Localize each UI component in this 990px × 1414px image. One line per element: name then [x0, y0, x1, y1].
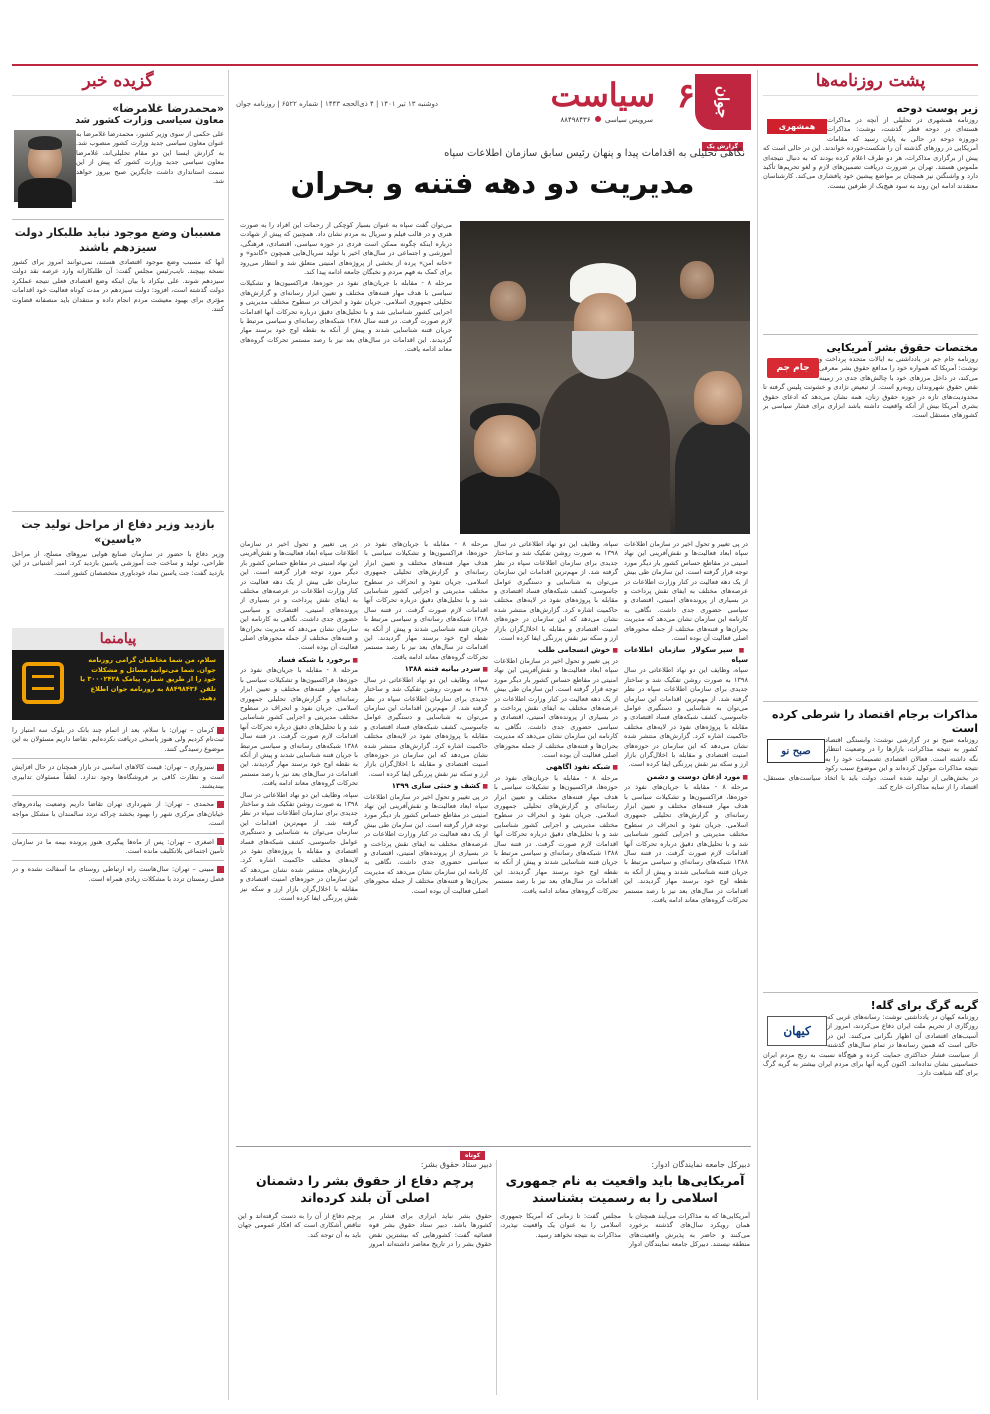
main-col2-text-d: سپاه، وظایف این دو نهاد اطلاعاتی در سال ۱۳۹۸ به صورت روشن تفکیک شد و ساختار جدیدی برای سازمان اطلاعات سپاه در نظر گرفته شد. از مهم‌ترین اقدامات این سازمان می‌توان به شناسایی و دستگیری عوامل جاسوسی، کشف شبکه‌های فساد اقتصادی و مقابله با پروژه‌های نفوذ در لایه‌های مختلف حاکمیت اشاره کرد. گزارش‌های منتشر شده نشان می‌دهد که این سازمان در حوزه‌های امنیت اقتصادی و مقابله با اخلال‌گران بازار ارز و سکه نیز نقش پررنگی ایفا کرده است.: [240, 790, 358, 903]
message-divider-1: [12, 758, 224, 759]
reader-message-4-text: اصغری – تهران: پس از ماه‌ها پیگیری هنوز پرونده بیمه ما در سازمان تأمین اجتماعی بلاتکلیف مانده است.: [12, 837, 224, 856]
main-subhead-6: ■ کشف و خنثی سازی ۱۳۹۹: [364, 782, 488, 791]
main-col3-text-d: در پی تغییر و تحول اخیر در سازمان اطلاعات سپاه ابعاد فعالیت‌ها و نقش‌آفرینی این نهاد امنیتی در مقاطع حساس کشور بار دیگر مورد توجه قرار گرفته است. این سازمان طی بیش از یک دهه فعالیت در کنار وزارت اطلاعات در عرصه‌های مختلف به ایفای نقش پرداخت و در بسیاری از پرونده‌های امنیتی، اقتصادی و سیاسی حضوری جدی داشت. نگاهی به کارنامه این سازمان نشان می‌دهد که مدیریت بحران‌ها و فتنه‌های مختلف از جمله محورهای اصلی فعالیت آن بوده است.: [240, 540, 358, 652]
right-item-3: [763, 708, 978, 986]
right-item-4-source: کیهان: [783, 1024, 811, 1038]
message-bullet-icon: [217, 801, 224, 808]
page-number: ۶: [676, 76, 695, 116]
bottom-separator: [496, 1160, 497, 1395]
right-column-title-text: پشت روزنامه‌ها: [815, 71, 926, 91]
message-bullet-icon: [217, 727, 224, 734]
issue-line: دوشنبه ۱۳ تیر ۱۴۰۱ | ۴ ذی‌الحجه ۱۴۴۳ | شماره ۶۵۲۲ | روزنامه جوان: [236, 100, 439, 108]
main-col1-upper: مرحله ۸ - مقابله با جریان‌های نفوذ در حوزه‌ها، فراکسیون‌ها و تشکیلات سیاسی با هدف مهار فتنه‌های مختلف و تعیین ابزار رسانه‌ای و گزارش‌های تحلیلی جمهوری اسلامی. جریان نفوذ و انحراف در سطوح مختلف مدیریتی و اجرایی کشور شناسایی شد و با تحلیل‌های دقیق درباره تحرکات آنها اقدامات لازم صورت گرفت. در فتنه سال ۱۳۸۸ شبکه‌های رسانه‌ای و سیاسی مرتبط با جریان فتنه شناسایی شدند و پیش از آنکه به نقطه اوج خود برسند مهار گردیدند. این اقدامات در سال‌های بعد نیز با رصد مستمر تحرکات گروه‌های معاند ادامه یافت.: [240, 279, 452, 354]
reader-message-1: [12, 726, 224, 754]
photo-man-left-face: [474, 415, 536, 477]
right-item-1-logo: [767, 119, 827, 134]
bottom-story-2: [238, 1160, 492, 1400]
photo-man-right-suit: [675, 421, 750, 534]
phone-icon: [595, 116, 601, 122]
left-divider-1: [12, 219, 224, 220]
main-col3-text-b: در پی تغییر و تحول اخیر در سازمان اطلاعات سپاه ابعاد فعالیت‌ها و نقش‌آفرینی این نهاد امنیتی در مقاطع حساس کشور بار دیگر مورد توجه قرار گرفته است. این سازمان طی بیش از یک دهه فعالیت در کنار وزارت اطلاعات در عرصه‌های مختلف به ایفای نقش پرداخت و در بسیاری از پرونده‌های امنیتی، اقتصادی و سیاسی حضوری جدی داشت. نگاهی به کارنامه این سازمان نشان می‌دهد که مدیریت بحران‌ها و فتنه‌های مختلف از جمله محورهای اصلی فعالیت آن بوده است.: [494, 656, 618, 759]
bottom-story-1-body: آمریکایی‌ها که به مذاکرات می‌آیند همچنان با همان رویکرد سال‌های گذشته برخورد می‌کنند و حاضر به پذیرش واقعیت‌های منطقه نیستند. دبیرکل جامعه نمایندگان ادوار مجلس گفت: تا زمانی که آمریکا جمهوری اسلامی را به عنوان یک واقعیت نپذیرد، مذاکرات به نتیجه نخواهد رسید.: [500, 1212, 750, 1249]
bottom-story-1-kicker: دبیرکل جامعه نمایندگان ادوار:: [651, 1160, 750, 1169]
right-column: [763, 66, 978, 1396]
main-lead-column: [240, 221, 452, 534]
main-col1-text-a: مرحله ۸ - مقابله با جریان‌های نفوذ در حوزه‌ها، فراکسیون‌ها و تشکیلات سیاسی با هدف مهار فتنه‌های مختلف و تعیین ابزار رسانه‌ای و گزارش‌های تحلیلی جمهوری اسلامی. جریان نفوذ و انحراف در سطوح مختلف مدیریتی و اجرایی کشور شناسایی شد و با تحلیل‌های دقیق درباره تحرکات آنها اقدامات لازم صورت گرفت. در فتنه سال ۱۳۸۸ شبکه‌های رسانه‌ای و سیاسی مرتبط با جریان فتنه شناسایی شدند و پیش از آنکه به نقطه اوج خود برسند مهار گردیدند. این اقدامات در سال‌های بعد نیز با رصد مستمر تحرکات گروه‌های معاند ادامه یافت.: [624, 783, 748, 905]
left-quote-title: «محمدرضا غلامرضا»: [112, 102, 224, 115]
left-column-title: [12, 66, 224, 96]
reader-messages: [12, 726, 224, 884]
left-divider-2: [12, 511, 224, 512]
message-bullet-icon: [217, 838, 224, 845]
bottom-story-1: [500, 1160, 750, 1400]
bottom-divider: [236, 1146, 751, 1147]
message-divider-3: [12, 833, 224, 834]
payamnama-title: پیامنما: [99, 631, 137, 647]
photo-man-left-suit: [460, 471, 560, 534]
right-item-2-logo: [767, 358, 819, 378]
right-item-3-logo: [767, 739, 825, 763]
reader-message-5-text: مبینی – تهران: سال‌هاست راه ارتباطی روستای ما آسفالت نشده و در فصل زمستان تردد با مشکلات زیادی همراه است.: [12, 865, 224, 883]
right-item-2-body: روزنامه جام جم در یادداشتی به ایالات متحده پرداخت و نوشت: آمریکا که همواره خود را مدافع حقوق بشر معرفی می‌کند، در داخل مرزهای خود با چالش‌های جدی در زمینه نقض حقوق شهروندان روبه‌رو است. از تبعیض نژادی و خشونت پلیس گرفته تا محدودیت‌های تازه در حوزه حقوق زنان، همه نشان می‌دهد که ادعای حقوق بشری آمریکا بیش از آنکه واقعیت داشته باشد ابزاری برای فشار سیاسی بر کشورهای مستقل است.: [763, 355, 978, 420]
right-item-2: [763, 341, 978, 695]
reader-message-3: [12, 800, 224, 828]
left-item-3-title: بازدید وزیر دفاع از مراحل تولید جت «یاسین»: [21, 518, 215, 546]
bottom-story-1-headline: آمریکایی‌ها باید واقعیت به نام جمهوری اسلامی را به رسمیت بشناسند: [505, 1173, 745, 1205]
right-item-4-logo: [767, 1016, 827, 1046]
right-item-1-title: زیر پوست دوحه: [896, 103, 978, 115]
photo-man-right-face: [694, 371, 742, 425]
service-phone: ۸۸۴۹۸۴۳۶: [560, 116, 591, 124]
right-divider-3: [763, 992, 978, 993]
payamnama-message-icon: [22, 662, 64, 704]
main-headline: مدیریت دو دهه فتنه و بحران: [290, 166, 695, 200]
left-quote-sub: معاون سیاسی وزارت کشور شد: [75, 115, 224, 126]
message-bullet-icon: [217, 866, 224, 873]
photo-figure-beard: [572, 331, 634, 379]
bottom-story-2-headline: پرچم دفاع از حقوق بشر را دشمنان اصلی آن بلند کرده‌اند: [256, 1173, 474, 1205]
main-subhead-5: ■ سردر بیانیه فتنه ۱۳۸۸: [364, 665, 488, 674]
right-column-title: [763, 66, 978, 96]
masthead-logo: [695, 74, 751, 130]
main-photo: [460, 221, 750, 534]
main-col1-text-d: مرحله ۸ - مقابله با جریان‌های نفوذ در حوزه‌ها، فراکسیون‌ها و تشکیلات سیاسی با هدف مهار فتنه‌های مختلف و تعیین ابزار رسانه‌ای و گزارش‌های تحلیلی جمهوری اسلامی. جریان نفوذ و انحراف در سطوح مختلف مدیریتی و اجرایی کشور شناسایی شد و با تحلیل‌های دقیق درباره تحرکات آنها اقدامات لازم صورت گرفت. در فتنه سال ۱۳۸۸ شبکه‌های رسانه‌ای و سیاسی مرتبط با جریان فتنه شناسایی شدند و پیش از آنکه به نقطه اوج خود برسند مهار گردیدند. این اقدامات در سال‌های بعد نیز با رصد مستمر تحرکات گروه‌های معاند ادامه یافت.: [240, 666, 358, 788]
main-kicker: نگاهی تحلیلی به اقدامات پیدا و پنهان رئیس سابق سازمان اطلاعات سپاه: [444, 148, 745, 159]
message-divider-2: [12, 795, 224, 796]
main-subhead-1: ■ سپر سکولار سازمان اطلاعات سپاه: [624, 646, 748, 665]
reader-message-3-text: محمدی – تهران: از شهرداری تهران تقاضا داریم وضعیت پیاده‌روهای خیابان‌های مرکزی شهر را بهبود بخشد چراکه تردد سالمندان با مشکل مواجه است.: [12, 800, 224, 828]
short-news-tag-label: کوتاه: [460, 1151, 485, 1160]
reader-message-2-text: سبزواری – تهران: قیمت کالاهای اساسی در بازار همچنان در حال افزایش است و نظارت کافی بر فروشگاه‌ها وجود ندارد. لطفاً مسئولان تدابیری بیندیشند.: [12, 763, 224, 791]
payamnama-box: [12, 650, 224, 720]
right-item-1-body: روزنامه همشهری در تحلیلی از آنچه در مذاکرات هسته‌ای در دوحه قطر گذشت، نوشت: مذاکرات دوروزه دوحه در حالی به پایان رسید که مقامات آمریکایی در روزهای گذشته آن را شکست‌خورده خواندند. این در حالی است که پیش از برگزاری مذاکرات، هر دو طرف اعلام کرده بودند که به دنبال نتیجه‌ای ملموس هستند. تهران بر ضرورت دریافت تضمین‌های لازم و لغو تحریم‌ها تأکید دارد و واشنگتن نیز همچنان بر مواضع پیشین خود پافشاری می‌کند. کارشناسان معتقدند ادامه این روند به سود هیچ‌یک از طرفین نیست.: [763, 116, 978, 190]
main-text-col-b: [494, 540, 618, 1140]
left-column: [12, 66, 224, 1396]
separator-right: [757, 70, 758, 1400]
main-subhead-4: ■ شبکه نفوذ اگاههی: [494, 763, 618, 772]
main-text-col-c: [364, 540, 488, 1140]
reader-message-1-text: کرمان – تهران: با سلام، بعد از اتمام چند بانک در بلوک سه امتیاز را ثبت‌نام کردیم ولی هنوز پاسخی دریافت نکرده‌ایم. تقاضا داریم مسئولان به این موضوع رسیدگی کنند.: [12, 726, 224, 753]
left-item-2-title: مسببان وضع موجود نباید طلبکار دولت سیزدهم باشند: [14, 226, 222, 254]
right-item-3-source: صبح نو: [781, 745, 811, 757]
main-col3-text-c: در پی تغییر و تحول اخیر در سازمان اطلاعات سپاه ابعاد فعالیت‌ها و نقش‌آفرینی این نهاد امنیتی در مقاطع حساس کشور بار دیگر مورد توجه قرار گرفته است. این سازمان طی بیش از یک دهه فعالیت در کنار وزارت اطلاعات در عرصه‌های مختلف به ایفای نقش پرداخت و در بسیاری از پرونده‌های امنیتی، اقتصادی و سیاسی حضوری جدی داشت. نگاهی به کارنامه این سازمان نشان می‌دهد که مدیریت بحران‌ها و فتنه‌های مختلف از جمله محورهای اصلی فعالیت آن بوده است.: [364, 792, 488, 895]
right-item-4-title: گریه گرگ برای گله!: [870, 999, 978, 1012]
photo-man-back-2: [680, 261, 714, 299]
main-lead-text: می‌توان گفت سپاه به عنوان بسیار کوچکی از رحمات این افراد را به صورت هنری و در قالب فیلم و سریال به مردم نشان داد. همچنین که پیش از شهادت درباره اینکه چگونه ممکن است فردی در حوزه سیاسی، اقتصادی، فرهنگی، آموزشی و اجتماعی در سال‌های اخیر با تولید سریال‌هایی همچون «گاندو» و «خانه امن» پرده از بخشی از پروژه‌های امنیتی متعلق شد و انتظار می‌رود برای کمک به فهم مردم و نخبگان جامعه ادامه پیدا کند.: [240, 221, 452, 277]
main-col2-text-c: سپاه، وظایف این دو نهاد اطلاعاتی در سال ۱۳۹۸ به صورت روشن تفکیک شد و ساختار جدیدی برای سازمان اطلاعات سپاه در نظر گرفته شد. از مهم‌ترین اقدامات این سازمان می‌توان به شناسایی و دستگیری عوامل جاسوسی، کشف شبکه‌های فساد اقتصادی و مقابله با پروژه‌های نفوذ در لایه‌های مختلف حاکمیت اشاره کرد. گزارش‌های منتشر شده نشان می‌دهد که این سازمان در حوزه‌های امنیت اقتصادی و مقابله با اخلال‌گران بازار ارز و سکه نیز نقش پررنگی ایفا کرده است.: [364, 675, 488, 778]
reader-message-4: [12, 838, 224, 857]
right-item-1-source: همشهری: [778, 122, 816, 131]
left-column-title-text: گزیده خبر: [82, 71, 154, 91]
masthead-logo-text: جوان: [714, 85, 732, 119]
right-item-3-title: مذاکرات برجام اقتصاد را شرطی کرده است: [772, 708, 978, 735]
main-col1-text-c: مرحله ۸ - مقابله با جریان‌های نفوذ در حوزه‌ها، فراکسیون‌ها و تشکیلات سیاسی با هدف مهار فتنه‌های مختلف و تعیین ابزار رسانه‌ای و گزارش‌های تحلیلی جمهوری اسلامی. جریان نفوذ و انحراف در سطوح مختلف مدیریتی و اجرایی کشور شناسایی شد و با تحلیل‌های دقیق درباره تحرکات آنها اقدامات لازم صورت گرفت. در فتنه سال ۱۳۸۸ شبکه‌های رسانه‌ای و سیاسی مرتبط با جریان فتنه شناسایی شدند و پیش از آنکه به نقطه اوج خود برسند مهار گردیدند. این اقدامات در سال‌های بعد نیز با رصد مستمر تحرکات گروه‌های معاند ادامه یافت.: [364, 540, 488, 661]
main-subhead-3: ■ خوش انسجامی طلب: [494, 646, 618, 655]
service-label: سرویس سیاسی: [604, 116, 653, 124]
main-col1-text-b: مرحله ۸ - مقابله با جریان‌های نفوذ در حوزه‌ها، فراکسیون‌ها و تشکیلات سیاسی با هدف مهار فتنه‌های مختلف و تعیین ابزار رسانه‌ای و گزارش‌های تحلیلی جمهوری اسلامی. جریان نفوذ و انحراف در سطوح مختلف مدیریتی و اجرایی کشور شناسایی شد و با تحلیل‌های دقیق درباره تحرکات آنها اقدامات لازم صورت گرفت. در فتنه سال ۱۳۸۸ شبکه‌های رسانه‌ای و سیاسی مرتبط با جریان فتنه شناسایی شدند و پیش از آنکه به نقطه اوج خود برسند مهار گردیدند. این اقدامات در سال‌های بعد نیز با رصد مستمر تحرکات گروه‌های معاند ادامه یافت.: [494, 773, 618, 895]
message-bullet-icon: [217, 764, 224, 771]
right-divider-2: [763, 701, 978, 702]
left-quote-body: علی حکمی از سوی وزیر کشور، محمدرضا غلامرضا به عنوان معاون سیاسی جدید وزارت کشور منصوب شد. به گزارش ایسنا این دو مقام تحلیلی‌اند، غلامرضا معاون سیاسی جدید وزارت کشور که پیش از این سمت استانداری داشت جایگزین صبح بیروز خواهد شد.: [76, 130, 224, 186]
payamnama-text: سلام، من شما مخاطبان گرامی روزنامه جوان. شما می‌توانید مسائل و مشکلات خود را از طریق شماره پیامک ۳۰۰۰۲۴۲۸ یا تلفن ۸۸۴۹۸۴۳۶ به روزنامه جوان اطلاع دهید.: [80, 656, 216, 702]
main-subhead-2: ■ مورد اذعان دوست و دشمن: [624, 773, 748, 782]
main-col2-text-a: سپاه، وظایف این دو نهاد اطلاعاتی در سال ۱۳۹۸ به صورت روشن تفکیک شد و ساختار جدیدی برای سازمان اطلاعات سپاه در نظر گرفته شد. از مهم‌ترین اقدامات این سازمان می‌توان به شناسایی و دستگیری عوامل جاسوسی، کشف شبکه‌های فساد اقتصادی و مقابله با پروژه‌های نفوذ در لایه‌های مختلف حاکمیت اشاره کرد. گزارش‌های منتشر شده نشان می‌دهد که این سازمان در حوزه‌های امنیت اقتصادی و مقابله با اخلال‌گران بازار ارز و سکه نیز نقش پررنگی ایفا کرده است.: [624, 666, 748, 769]
reader-message-2: [12, 763, 224, 791]
right-item-4-body: روزنامه کیهان در یادداشتی نوشت: رسانه‌های غربی که روزگاری از تحریم ملت ایران دفاع می‌کردند، امروز از آسیب‌های اقتصادی آن اظهار نگرانی می‌کنند. این در حالی است که همین رسانه‌ها در تمام سال‌های گذشته از سیاست فشار حداکثری حمایت کرده و هیچ‌گاه نسبت به رنج مردم ایران حساسیتی نشان نداده‌اند. اکنون گریه آنها برای مردم ایران بیشتر به گریه گرگ برای گله شباهت دارد.: [763, 1013, 978, 1078]
left-portrait: [14, 130, 76, 202]
right-item-4: [763, 999, 978, 1353]
portrait-suit: [18, 178, 72, 208]
left-item-3-body: وزیر دفاع با حضور در سازمان صنایع هوایی نیروهای مسلح، از مراحل طراحی، تولید و ساخت جت آموزشی یاسین بازدید کرد. امیر آشتیانی در این بازدید گفت: جت یاسین نماد خودباوری متخصصان کشور است.: [12, 550, 224, 577]
bottom-story-2-kicker: دبیر ستاد حقوق بشر:: [420, 1160, 492, 1169]
right-item-2-source: جام جم: [776, 363, 810, 373]
section-title: سیاست: [550, 76, 655, 114]
payamnama-header: [12, 628, 224, 650]
message-divider-4: [12, 860, 224, 861]
separator-left: [228, 70, 229, 1400]
right-divider-1: [763, 334, 978, 335]
report-tag-label: گزارش یک: [702, 142, 744, 151]
right-item-3-body: روزنامه صبح نو در گزارشی نوشت: وابستگی اقتصاد کشور به نتیجه مذاکرات، بازارها را در وضعیت انتظار نگه داشته است. فعالان اقتصادی تصمیمات خود را به نتیجه مذاکرات موکول کرده‌اند و این موضوع سبب رکود در بخش‌هایی از تولید شده است. دولت باید با اتخاذ سیاست‌های مستقل، اقتصاد را از سایه مذاکرات خارج کند.: [763, 736, 978, 792]
left-item-2-body: آنها که مسبب وضع موجود اقتصادی هستند، نمی‌توانند امروز برای کشور نسخه بپیچند. نایب‌رئیس مجلس گفت: آن طلبکارانه وارد عرصه نقد دولت سیزدهم شوند. علی نیکزاد با بیان اینکه وضع اقتصادی فعلی نتیجه عملکرد دولت گذشته است، افزود: دولت سیزدهم در مدت کوتاه فعالیت خود اقدامات مؤثری برای بهبود معیشت مردم انجام داده و منتقدان باید منصفانه قضاوت کنند.: [12, 258, 224, 314]
main-text-col-a: [624, 540, 748, 1140]
main-col3-text-a: در پی تغییر و تحول اخیر در سازمان اطلاعات سپاه ابعاد فعالیت‌ها و نقش‌آفرینی این نهاد امنیتی در مقاطع حساس کشور بار دیگر مورد توجه قرار گرفته است. این سازمان طی بیش از یک دهه فعالیت در کنار وزارت اطلاعات در عرصه‌های مختلف به ایفای نقش پرداخت و در بسیاری از پرونده‌های امنیتی، اقتصادی و سیاسی حضوری جدی داشت. نگاهی به کارنامه این سازمان نشان می‌دهد که مدیریت بحران‌ها و فتنه‌های مختلف از جمله محورهای اصلی فعالیت آن بوده است.: [624, 540, 748, 643]
reader-message-5: [12, 865, 224, 884]
main-subhead-7: ■ برخورد با شبکه فساد: [240, 656, 358, 665]
bottom-story-2-body: حقوق بشر نباید ابزاری برای فشار بر کشورها باشد. دبیر ستاد حقوق بشر قوه قضائیه گفت: کشورهایی که بیشترین نقض حقوق بشر را در تاریخ معاصر داشته‌اند امروز پرچم دفاع از آن را به دست گرفته‌اند و این تناقض آشکاری است که افکار عمومی جهان باید به آن توجه کند.: [238, 1212, 492, 1249]
right-item-2-title: مختصات حقوق بشر آمریکایی: [826, 342, 978, 354]
short-news-tag: [460, 1142, 485, 1161]
main-col2-text-b: سپاه، وظایف این دو نهاد اطلاعاتی در سال ۱۳۹۸ به صورت روشن تفکیک شد و ساختار جدیدی برای سازمان اطلاعات سپاه در نظر گرفته شد. از مهم‌ترین اقدامات این سازمان می‌توان به شناسایی و دستگیری عوامل جاسوسی، کشف شبکه‌های فساد اقتصادی و مقابله با پروژه‌های نفوذ در لایه‌های مختلف حاکمیت اشاره کرد. گزارش‌های منتشر شده نشان می‌دهد که این سازمان در حوزه‌های امنیت اقتصادی و مقابله با اخلال‌گران بازار ارز و سکه نیز نقش پررنگی ایفا کرده است.: [494, 540, 618, 643]
masthead: [236, 74, 751, 150]
service-line: [560, 116, 653, 124]
main-text-col-d: [240, 540, 358, 1140]
photo-man-back-1: [490, 281, 526, 321]
right-item-1: [763, 102, 978, 328]
portrait-hair: [28, 136, 62, 150]
